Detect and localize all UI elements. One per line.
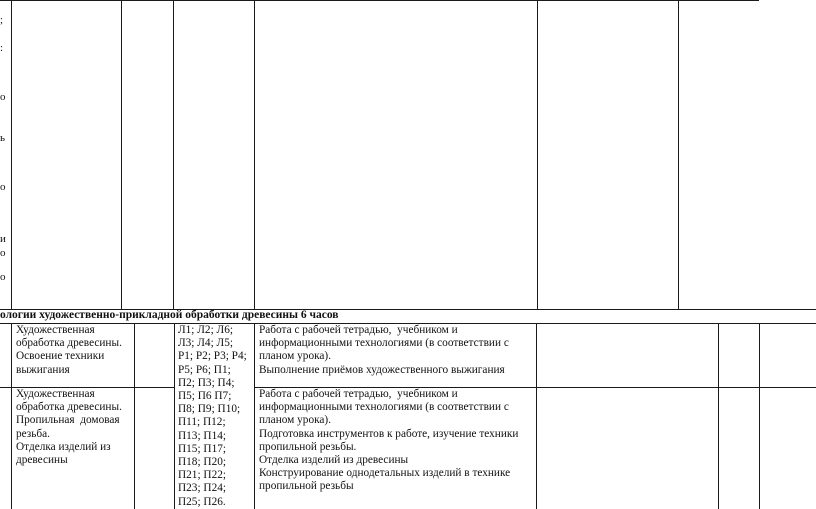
col-divider <box>718 323 719 509</box>
row-1-activities: Работа с рабочей тетрадью, учебником и информационными технологиями (в соответствии с планом урока). Выполнение приёмов художественного выжигания <box>259 324 509 376</box>
col-divider <box>134 323 135 509</box>
col-divider <box>759 323 760 509</box>
clipped-text-fragment: : <box>0 42 4 54</box>
col-divider <box>537 0 538 309</box>
results-codes: Л1; Л2; Л6; Л3; Л4; Л5; Р1; Р2; Р3; Р4; Р5; Р6; П1; П2; П3; П4; П5; П6 П7; П8; П9; П10; П11; П12; П13; П14; П15; П17; П18; П20; П21; П22; П23; П24; П25; П26. <box>178 324 247 508</box>
section-heading: ологии художественно-прикладной обработки древесины 6 часов <box>0 309 339 321</box>
col-divider <box>11 0 12 309</box>
col-divider <box>254 323 255 509</box>
clipped-text-fragment: о <box>0 91 6 103</box>
row-2-topic: Художественная обработка древесины. Пропильная домовая резьба. Отделка изделий из древесины <box>16 388 122 467</box>
col-divider <box>173 0 174 309</box>
clipped-text-fragment: о <box>0 271 6 283</box>
table-top-border <box>0 0 759 1</box>
col-divider <box>678 0 679 309</box>
clipped-text-fragment: ; <box>0 14 4 26</box>
col-divider <box>254 0 255 309</box>
clipped-text-fragment: и <box>0 233 6 245</box>
col-divider <box>536 323 537 509</box>
clipped-text-fragment: о <box>0 247 6 259</box>
col-divider <box>11 323 12 509</box>
col-divider <box>121 0 122 309</box>
col-divider <box>174 323 175 509</box>
clipped-text-fragment: ь <box>0 132 6 144</box>
row-2-activities: Работа с рабочей тетрадью, учебником и информационными технологиями (в соответствии с планом урока). Подготовка инструментов к работе, изучение техники пропильной резьбы. Отделка изделий из древесины Конструирование однодетальных изделий в технике пропильной резьбы <box>259 388 519 493</box>
clipped-text-fragment: о <box>0 181 6 193</box>
row-1-topic: Художественная обработка древесины. Освоение техники выжигания <box>16 324 122 376</box>
